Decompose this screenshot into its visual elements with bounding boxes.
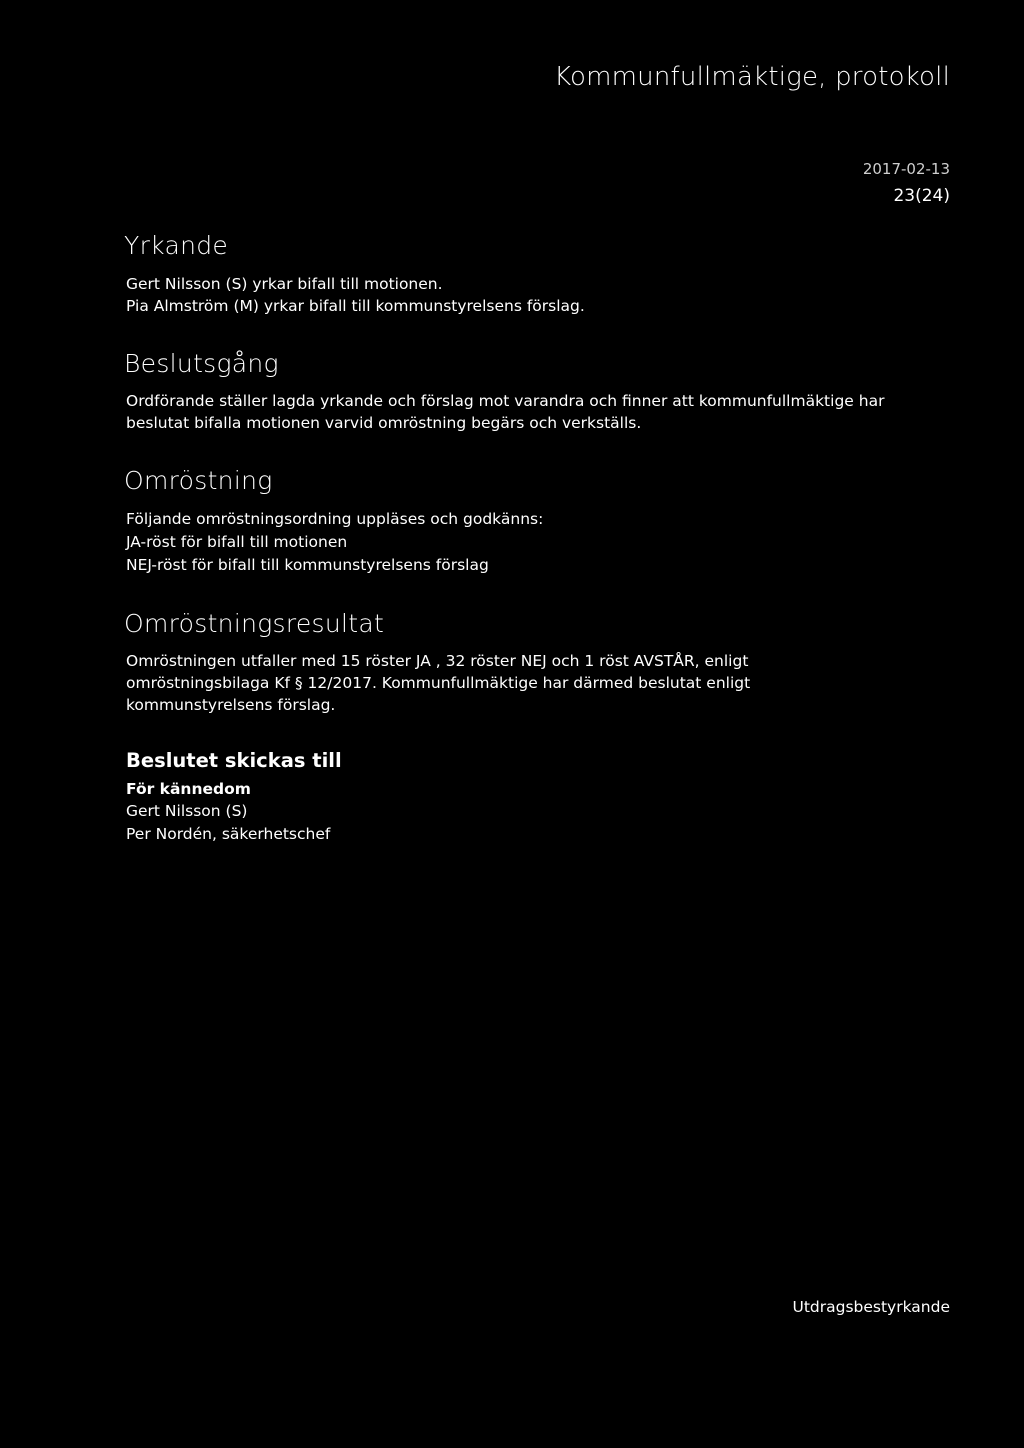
- yrkande-line: Pia Almström (M) yrkar bifall till kommunstyrelsens förslag.: [126, 296, 585, 315]
- section-omrostning: [126, 465, 956, 577]
- utdragsbestyrkande-label: Utdragsbestyrkande: [792, 1298, 950, 1316]
- protocol-body: [126, 230, 956, 877]
- resultat-text: Omröstningen utfaller med 15 röster JA , 32 röster NEJ och 1 röst AVSTÅR, enligt omröstningsbilaga Kf § 12/2017. Kommunfullmäktige har därmed beslutat enligt kommunstyrelsens förslag.: [126, 652, 751, 714]
- subheading-kannedom: För kännedom: [126, 780, 251, 799]
- document-title: Kommunfullmäktige, protokoll: [554, 62, 950, 92]
- beslutsgang-text: Ordförande ställer lagda yrkande och förslag mot varandra och finner att kommunfullmäktige har beslutat bifalla motionen varvid omröstning begärs och verkställs.: [126, 392, 885, 432]
- recipient: Gert Nilsson (S): [126, 802, 248, 821]
- document-date: 2017-02-13: [862, 160, 950, 178]
- section-yrkande: [126, 230, 956, 317]
- omrostning-line: Följande omröstningsordning uppläses och godkänns:: [126, 509, 544, 528]
- page-number: 23(24): [893, 186, 950, 206]
- section-resultat: [126, 608, 956, 717]
- section-heading-omrostning: Omröstning: [124, 466, 273, 495]
- section-heading-yrkande: Yrkande: [124, 231, 229, 260]
- omrostning-line: JA-röst för bifall till motionen: [126, 532, 348, 551]
- yrkande-line: Gert Nilsson (S) yrkar bifall till motionen.: [126, 274, 443, 293]
- recipient: Per Nordén, säkerhetschef: [126, 825, 331, 844]
- section-heading-skickas: Beslutet skickas till: [126, 749, 342, 772]
- omrostning-line: NEJ-röst för bifall till kommunstyrelsens förslag: [126, 555, 489, 574]
- section-skickas: [126, 747, 956, 846]
- section-heading-beslutsgang: Beslutsgång: [124, 348, 279, 378]
- section-beslutsgang: [126, 348, 956, 435]
- section-heading-resultat: Omröstningsresultat: [124, 608, 385, 638]
